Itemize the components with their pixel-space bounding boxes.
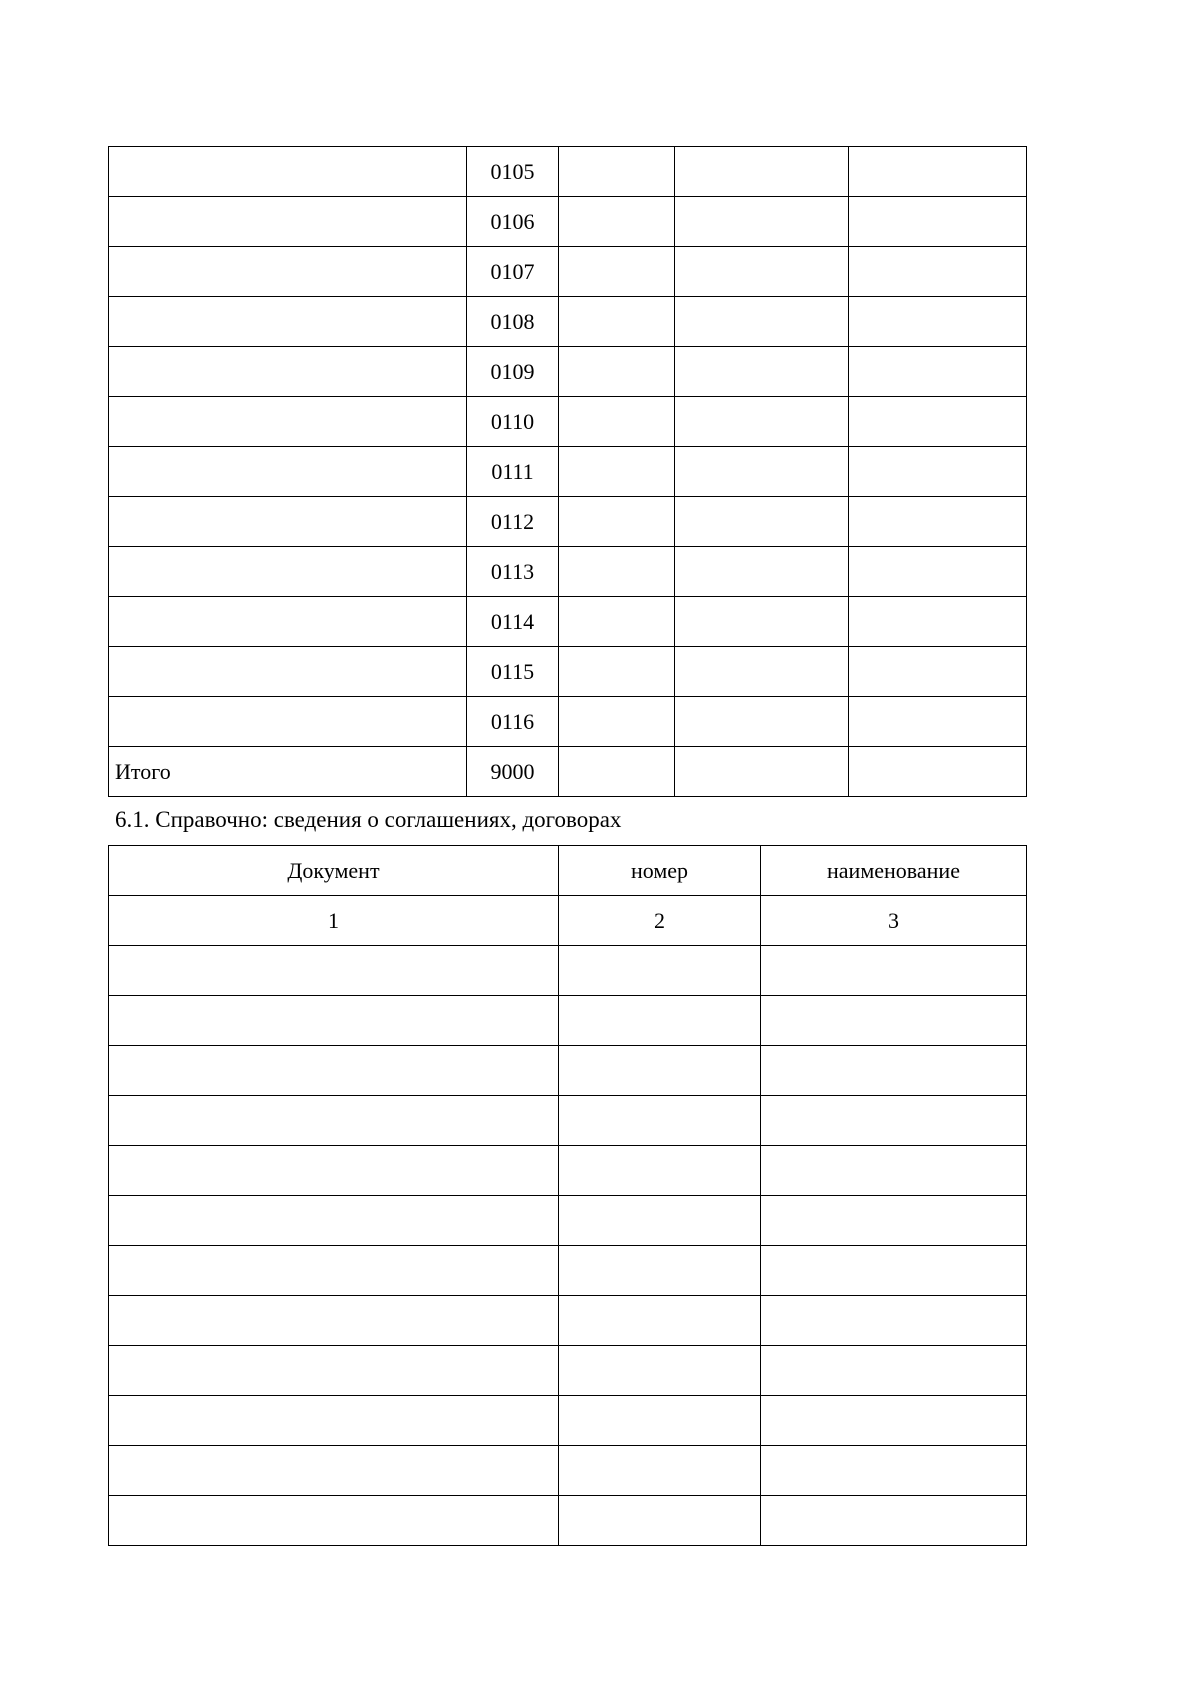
row-name-cell (109, 497, 467, 547)
row-name-cell (109, 547, 467, 597)
table-row (109, 747, 1027, 797)
table-row (109, 447, 1027, 497)
column-number-3: 3 (761, 896, 1027, 946)
row-value-cell (849, 647, 1027, 697)
row-value-cell (559, 247, 675, 297)
row-value-cell (675, 397, 849, 447)
row-code-cell: 0113 (467, 547, 559, 597)
row-value-cell (849, 447, 1027, 497)
row-value-cell (559, 697, 675, 747)
codes-table-body (109, 147, 1027, 797)
row-value-cell (849, 547, 1027, 597)
row-value-cell (559, 197, 675, 247)
empty-cell (109, 1146, 559, 1196)
row-code-cell: 0105 (467, 147, 559, 197)
empty-cell (761, 1196, 1027, 1246)
codes-table (108, 146, 1027, 797)
empty-cell (559, 946, 761, 996)
empty-cell (559, 1346, 761, 1396)
row-name-cell (109, 147, 467, 197)
row-value-cell (849, 297, 1027, 347)
empty-cell (761, 1046, 1027, 1096)
row-value-cell (675, 597, 849, 647)
table-row (109, 1496, 1027, 1546)
row-value-cell (559, 397, 675, 447)
empty-cell (109, 1046, 559, 1096)
row-value-cell (675, 747, 849, 797)
table-row (109, 647, 1027, 697)
row-value-cell (559, 297, 675, 347)
row-value-cell (849, 697, 1027, 747)
empty-cell (559, 1396, 761, 1446)
column-number-2: 2 (559, 896, 761, 946)
empty-cell (109, 1246, 559, 1296)
table-row (109, 297, 1027, 347)
row-value-cell (675, 547, 849, 597)
empty-cell (559, 1046, 761, 1096)
empty-cell (109, 1196, 559, 1246)
header-row (109, 846, 1027, 896)
row-value-cell (559, 147, 675, 197)
empty-cell (559, 1446, 761, 1496)
empty-cell (559, 1246, 761, 1296)
row-value-cell (849, 147, 1027, 197)
row-name-cell (109, 447, 467, 497)
empty-cell (109, 1096, 559, 1146)
empty-cell (761, 1446, 1027, 1496)
empty-cell (109, 1296, 559, 1346)
row-code-cell: 0111 (467, 447, 559, 497)
header-name: наименование (761, 846, 1027, 896)
empty-cell (761, 1246, 1027, 1296)
row-name-cell (109, 347, 467, 397)
row-code-cell: 0107 (467, 247, 559, 297)
empty-cell (559, 996, 761, 1046)
table-row (109, 697, 1027, 747)
row-code-cell: 0106 (467, 197, 559, 247)
row-value-cell (559, 747, 675, 797)
row-value-cell (559, 347, 675, 397)
table-row (109, 1096, 1027, 1146)
row-code-cell: 0109 (467, 347, 559, 397)
row-name-cell (109, 597, 467, 647)
empty-cell (761, 1296, 1027, 1346)
header-document: Документ (109, 846, 559, 896)
empty-cell (109, 946, 559, 996)
row-value-cell (559, 647, 675, 697)
row-code-cell: 0110 (467, 397, 559, 447)
agreements-table-body (109, 846, 1027, 1546)
row-value-cell (675, 297, 849, 347)
table-row (109, 1196, 1027, 1246)
empty-cell (559, 1496, 761, 1546)
row-name-cell (109, 397, 467, 447)
empty-cell (559, 1146, 761, 1196)
row-value-cell (675, 147, 849, 197)
row-name-cell (109, 297, 467, 347)
table-row (109, 347, 1027, 397)
empty-cell (761, 1096, 1027, 1146)
table-row (109, 597, 1027, 647)
row-value-cell (849, 347, 1027, 397)
empty-cell (109, 1496, 559, 1546)
row-value-cell (559, 447, 675, 497)
row-value-cell (675, 647, 849, 697)
row-code-cell: 0116 (467, 697, 559, 747)
column-number-row (109, 896, 1027, 946)
row-code-cell: 0115 (467, 647, 559, 697)
table-row (109, 1046, 1027, 1096)
row-value-cell (849, 747, 1027, 797)
row-name-cell (109, 647, 467, 697)
table-row (109, 1146, 1027, 1196)
row-name-cell: Итого (109, 747, 467, 797)
row-name-cell (109, 197, 467, 247)
row-value-cell (675, 697, 849, 747)
empty-cell (761, 946, 1027, 996)
table-row (109, 397, 1027, 447)
table-row (109, 1396, 1027, 1446)
empty-cell (559, 1196, 761, 1246)
table-row (109, 946, 1027, 996)
row-value-cell (849, 597, 1027, 647)
empty-cell (761, 1346, 1027, 1396)
empty-cell (109, 996, 559, 1046)
agreements-table (108, 845, 1027, 1546)
row-name-cell (109, 247, 467, 297)
table-row (109, 197, 1027, 247)
row-name-cell (109, 697, 467, 747)
row-code-cell: 0108 (467, 297, 559, 347)
row-value-cell (559, 597, 675, 647)
row-value-cell (849, 397, 1027, 447)
empty-cell (559, 1296, 761, 1346)
table-row (109, 247, 1027, 297)
row-value-cell (849, 247, 1027, 297)
table-row (109, 547, 1027, 597)
row-value-cell (675, 197, 849, 247)
header-number: номер (559, 846, 761, 896)
table-row (109, 1446, 1027, 1496)
table-row (109, 996, 1027, 1046)
row-value-cell (675, 247, 849, 297)
empty-cell (761, 1496, 1027, 1546)
row-value-cell (675, 497, 849, 547)
table-row (109, 1296, 1027, 1346)
row-value-cell (849, 197, 1027, 247)
empty-cell (109, 1346, 559, 1396)
empty-cell (109, 1446, 559, 1496)
empty-cell (559, 1096, 761, 1146)
empty-cell (761, 996, 1027, 1046)
row-value-cell (559, 547, 675, 597)
empty-cell (761, 1146, 1027, 1196)
table-row (109, 1346, 1027, 1396)
table-row (109, 147, 1027, 197)
row-value-cell (675, 447, 849, 497)
row-value-cell (559, 497, 675, 547)
section-heading: 6.1. Справочно: сведения о соглашениях, договорах (115, 807, 622, 832)
row-value-cell (675, 347, 849, 397)
table-row (109, 497, 1027, 547)
row-code-cell: 9000 (467, 747, 559, 797)
empty-cell (761, 1396, 1027, 1446)
table-row (109, 1246, 1027, 1296)
empty-cell (109, 1396, 559, 1446)
row-code-cell: 0114 (467, 597, 559, 647)
row-value-cell (849, 497, 1027, 547)
column-number-1: 1 (109, 896, 559, 946)
row-code-cell: 0112 (467, 497, 559, 547)
